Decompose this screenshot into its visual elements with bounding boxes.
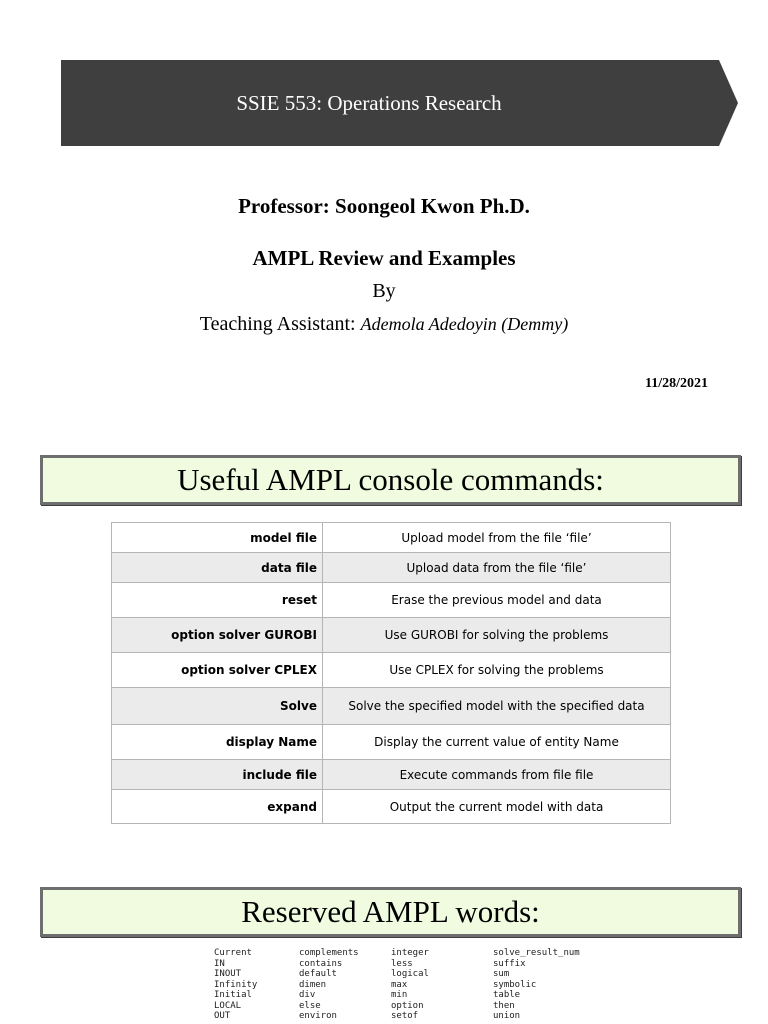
reserved-word: dimen <box>299 979 327 990</box>
command-cell: option solver CPLEX <box>112 653 323 688</box>
table-row <box>112 553 671 583</box>
table-row <box>112 790 671 824</box>
title-banner <box>61 60 738 146</box>
table-row <box>112 618 671 653</box>
ta-label: Teaching Assistant: <box>199 313 356 335</box>
reserved-word: INOUT <box>214 969 242 979</box>
reserved-word: complements <box>299 948 359 958</box>
description-cell: Solve the specified model with the specified data <box>323 688 671 725</box>
table-row <box>112 583 671 618</box>
reserved-word: less <box>391 958 413 969</box>
reserved-word: Initial <box>214 990 252 1000</box>
reserved-word: then <box>493 1000 515 1011</box>
reserved-word: logical <box>391 969 429 979</box>
description-cell: Upload model from the file ‘file’ <box>323 523 671 553</box>
word-column <box>493 948 580 1022</box>
reserved-word: default <box>299 969 337 979</box>
reserved-word: OUT <box>214 1011 231 1021</box>
document-subtitle: AMPL Review and Examples <box>252 246 516 270</box>
reserved-word: option <box>391 1000 424 1011</box>
console-commands-heading: Useful AMPL console commands: <box>40 455 741 505</box>
table-row <box>112 725 671 760</box>
table-row <box>112 688 671 725</box>
professor-line: Professor: Soongeol Kwon Ph.D. <box>238 194 530 218</box>
reserved-words-list <box>214 948 634 1024</box>
reserved-word: symbolic <box>493 979 537 990</box>
table-row <box>112 653 671 688</box>
reserved-word: IN <box>214 958 225 969</box>
description-cell: Erase the previous model and data <box>323 583 671 618</box>
by-line: By <box>372 280 396 302</box>
command-cell: model file <box>112 523 323 553</box>
description-cell: Output the current model with data <box>323 790 671 824</box>
word-column <box>391 948 429 1022</box>
command-cell: Solve <box>112 688 323 725</box>
description-cell: Display the current value of entity Name <box>323 725 671 760</box>
description-cell: Execute commands from file file <box>323 760 671 790</box>
command-cell: reset <box>112 583 323 618</box>
reserved-word: sum <box>493 969 510 979</box>
reserved-word: environ <box>299 1011 337 1021</box>
reserved-word: union <box>493 1011 521 1021</box>
command-cell: option solver GUROBI <box>112 618 323 653</box>
command-cell: data file <box>112 553 323 583</box>
word-column <box>299 948 359 1022</box>
ta-name: Ademola Adedoyin (Demmy) <box>360 314 569 334</box>
document-date: 11/28/2021 <box>644 376 708 391</box>
reserved-words-heading: Reserved AMPL words: <box>40 887 741 937</box>
reserved-word: suffix <box>493 958 526 969</box>
command-cell: include file <box>112 760 323 790</box>
teaching-assistant-line <box>0 313 768 336</box>
table-row <box>112 523 671 553</box>
reserved-word: min <box>391 990 408 1000</box>
reserved-word: solve_result_num <box>493 948 580 958</box>
commands-table <box>111 522 671 824</box>
course-title: SSIE 553: Operations Research <box>236 90 502 115</box>
description-cell: Use GUROBI for solving the problems <box>323 618 671 653</box>
reserved-word: table <box>493 990 521 1000</box>
reserved-word: LOCAL <box>214 1000 242 1011</box>
reserved-word: Infinity <box>214 979 258 990</box>
table-row <box>112 760 671 790</box>
description-cell: Upload data from the file ‘file’ <box>323 553 671 583</box>
reserved-word: div <box>299 990 316 1000</box>
command-cell: display Name <box>112 725 323 760</box>
command-cell: expand <box>112 790 323 824</box>
reserved-word: max <box>391 979 408 990</box>
reserved-word: Current <box>214 948 252 958</box>
reserved-word: else <box>299 1000 321 1011</box>
reserved-word: setof <box>391 1011 419 1021</box>
reserved-word: contains <box>299 958 343 969</box>
reserved-word: integer <box>391 948 429 958</box>
word-column <box>214 948 257 1022</box>
description-cell: Use CPLEX for solving the problems <box>323 653 671 688</box>
